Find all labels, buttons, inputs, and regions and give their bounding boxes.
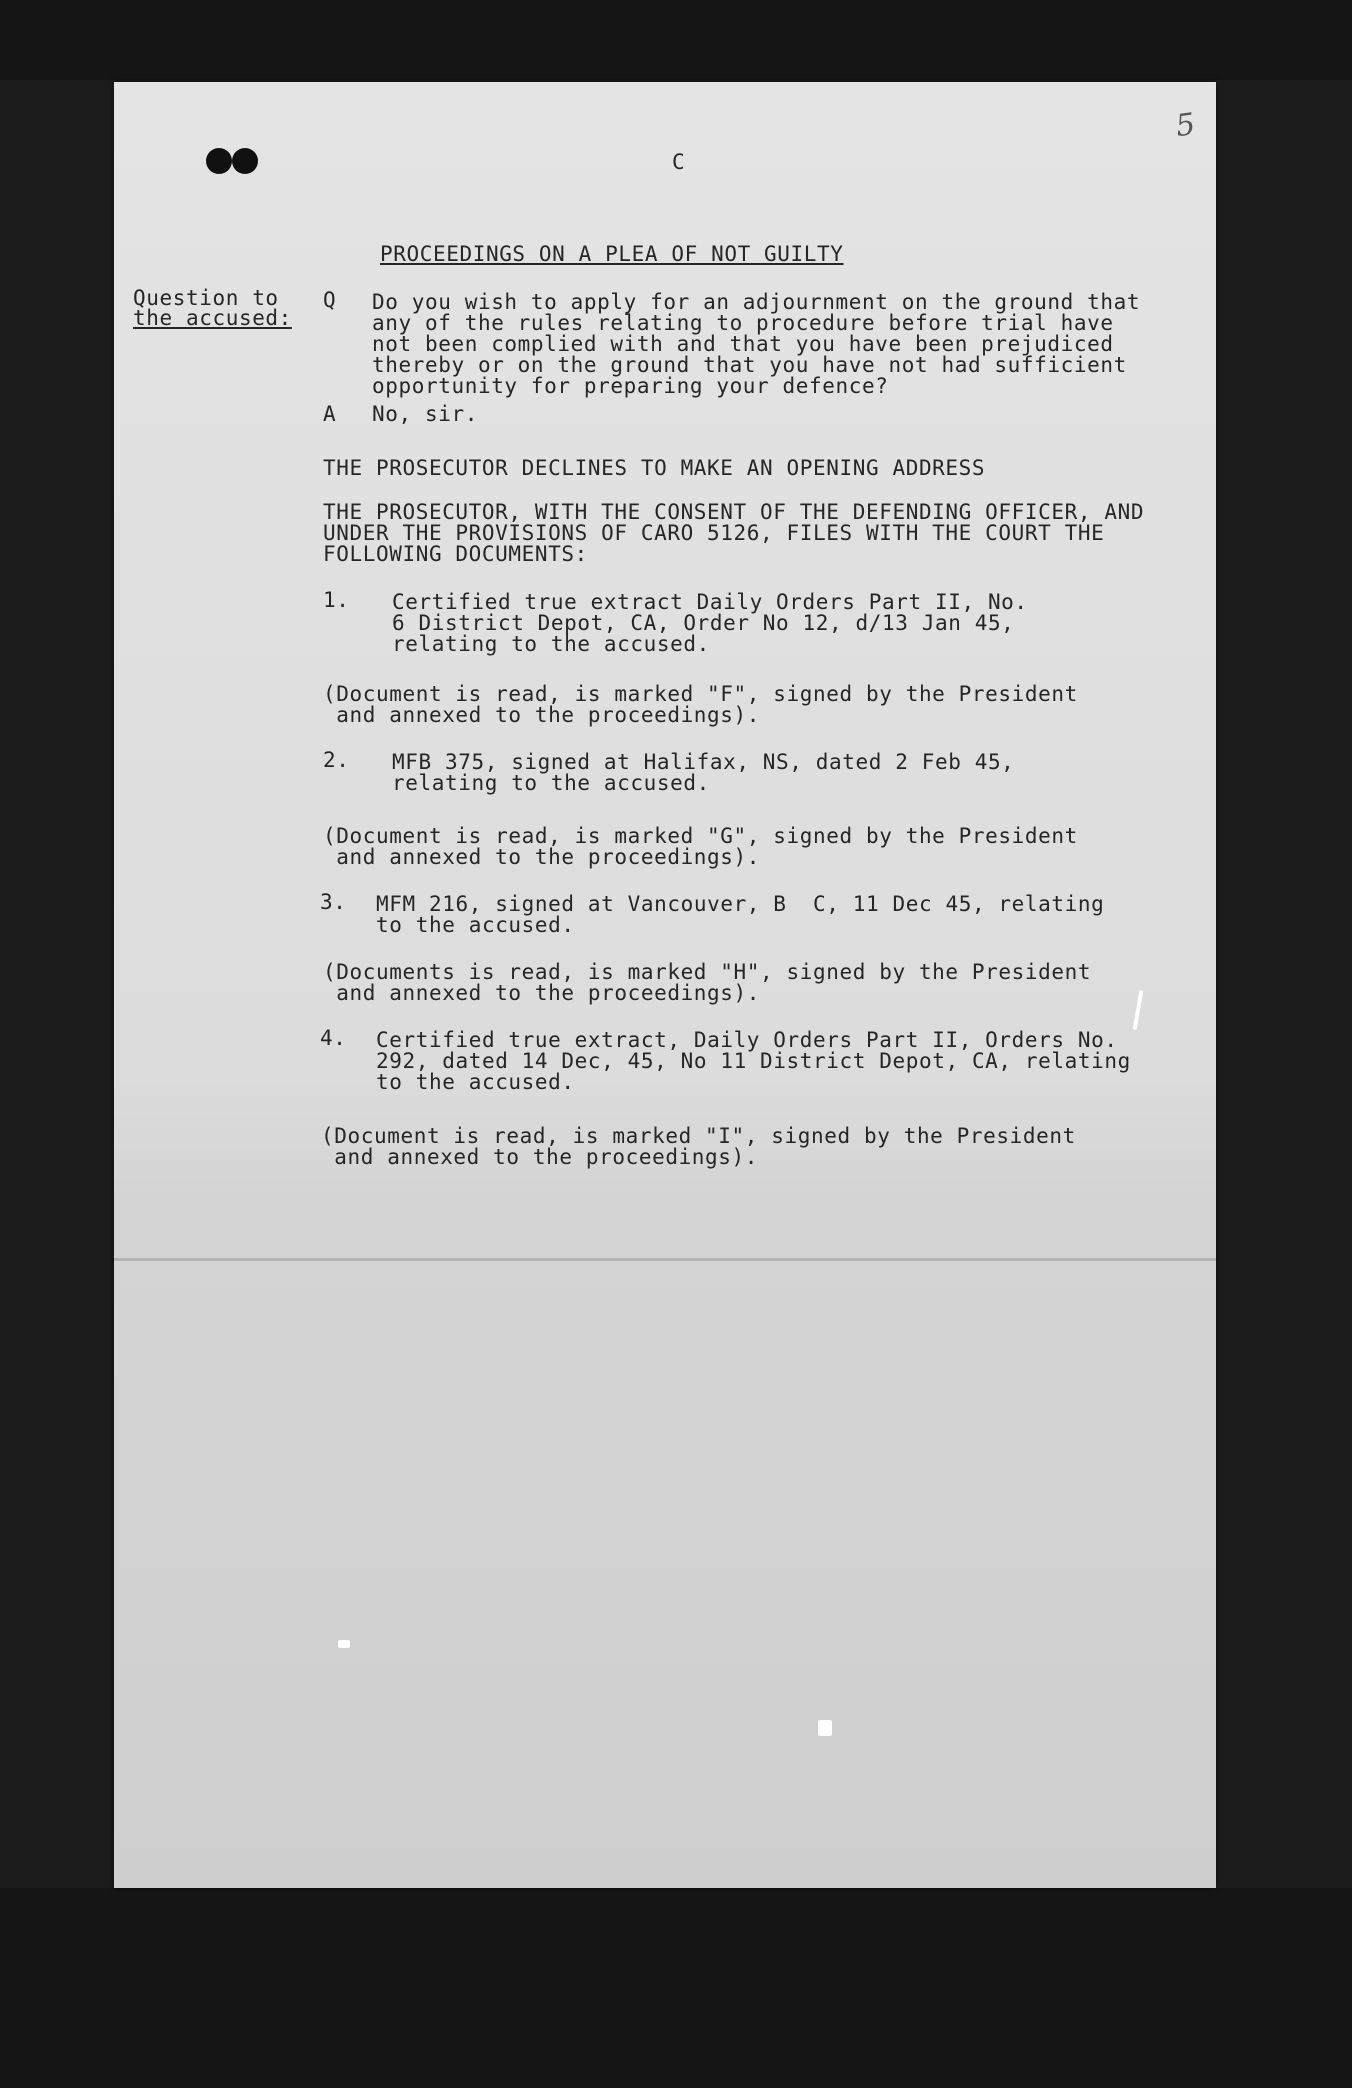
scan-band-line [114, 1258, 1216, 1261]
document-number: 1. [323, 588, 350, 612]
question-line: opportunity for preparing your defence? [372, 374, 889, 398]
handwritten-page-number: 5 [1173, 106, 1198, 145]
consent-line: FOLLOWING DOCUMENTS: [323, 542, 588, 566]
document-line: MFB 375, signed at Halifax, NS, dated 2 Feb 45, [392, 750, 1015, 774]
answer-text: No, sir. [372, 402, 478, 426]
document-line: to the accused. [376, 1070, 575, 1094]
opening-statement: THE PROSECUTOR DECLINES TO MAKE AN OPENING ADDRESS [323, 456, 986, 480]
consent-statement [323, 502, 1144, 565]
question-line: thereby or on the ground that you have not had sufficient [372, 353, 1127, 377]
document-note-line: (Documents is read, is marked "H", signed by the President [323, 960, 1092, 984]
document-note-line: and annexed to the proceedings). [323, 845, 761, 869]
document-line: to the accused. [376, 913, 575, 937]
document-line: relating to the accused. [392, 632, 710, 656]
document-note [323, 826, 1078, 868]
document-number: 3. [320, 890, 347, 914]
document-line: relating to the accused. [392, 771, 710, 795]
question-text [372, 292, 1140, 397]
document-line: 292, dated 14 Dec, 45, No 11 District Depot, CA, relating [376, 1049, 1131, 1073]
document-note [323, 684, 1078, 726]
scan-speck [338, 1640, 350, 1648]
question-marker: Q [323, 288, 337, 312]
punch-hole-left [206, 148, 232, 174]
document-number: 2. [323, 748, 350, 772]
document-line: 6 District Depot, CA, Order No 12, d/13 Jan 45, [392, 611, 1015, 635]
document-note-line: and annexed to the proceedings). [323, 703, 761, 727]
consent-line: THE PROSECUTOR, WITH THE CONSENT OF THE DEFENDING OFFICER, AND [323, 500, 1145, 524]
document-note [321, 1126, 1076, 1168]
document-number: 4. [320, 1026, 347, 1050]
document-line: Certified true extract, Daily Orders Part II, Orders No. [376, 1028, 1118, 1052]
punch-hole-right [232, 148, 258, 174]
film-border-bottom [0, 1888, 1352, 2088]
scan-speck [818, 1720, 832, 1736]
document-line: MFM 216, signed at Vancouver, B C, 11 Dec 45, relating [376, 892, 1105, 916]
document-note-line: (Document is read, is marked "I", signed by the President [321, 1124, 1076, 1148]
header-letter: C [672, 150, 686, 174]
answer-marker: A [323, 402, 337, 426]
sidebar-label-line2: the accused: [133, 306, 292, 330]
sidebar-label-line1: Question to [133, 286, 279, 310]
question-line: Do you wish to apply for an adjournment on the ground that [372, 290, 1141, 314]
document-note-line: (Document is read, is marked "F", signed by the President [323, 682, 1078, 706]
document-description [376, 1030, 1131, 1093]
document-description [392, 592, 1028, 655]
document-note-line: and annexed to the proceedings). [323, 981, 761, 1005]
question-line: any of the rules relating to procedure before trial have [372, 311, 1114, 335]
document-description [376, 894, 1104, 936]
document-description [392, 752, 1014, 794]
film-border-top [0, 0, 1352, 80]
document-note [323, 962, 1091, 1004]
question-line: not been complied with and that you have been prejudiced [372, 332, 1114, 356]
consent-line: UNDER THE PROVISIONS OF CARO 5126, FILES WITH THE COURT THE [323, 521, 1105, 545]
document-line: Certified true extract Daily Orders Part II, No. [392, 590, 1028, 614]
document-note-line: (Document is read, is marked "G", signed by the President [323, 824, 1078, 848]
page-title: PROCEEDINGS ON A PLEA OF NOT GUILTY [380, 242, 844, 266]
document-note-line: and annexed to the proceedings). [321, 1145, 759, 1169]
